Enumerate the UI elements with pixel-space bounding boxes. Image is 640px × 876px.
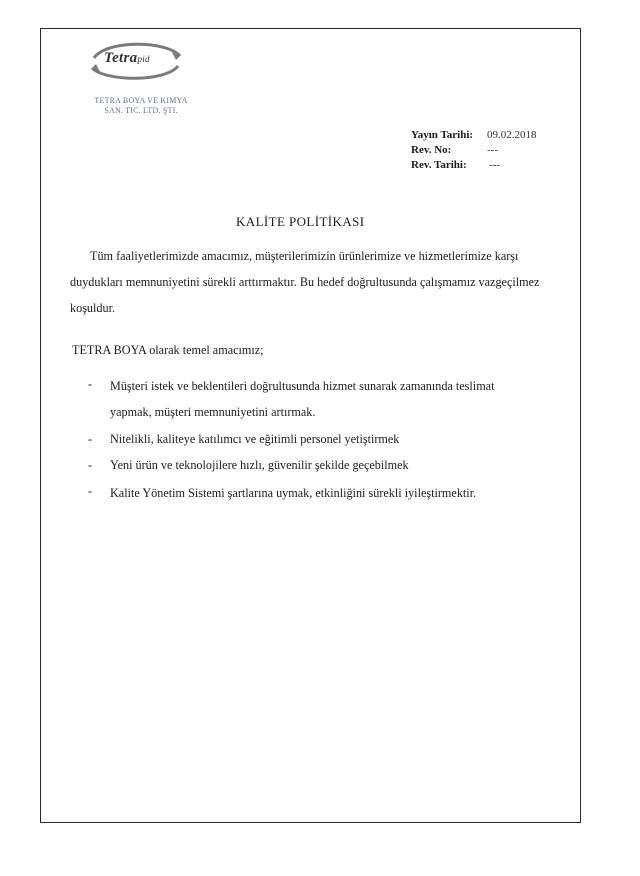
aim-heading: TETRA BOYA olarak temel amacımız; [72, 343, 264, 357]
list-item-text: Yeni ürün ve teknolojilere hızlı, güvenilir şekilde geçebilmek [110, 458, 409, 472]
list-item-text: Müşteri istek ve beklentileri doğrultusunda hizmet sunarak zamanında teslimat yapmak, müşteri memnuniyetini artırmak. [110, 379, 495, 419]
intro-paragraph: Tüm faaliyetlerimizde amacımız, müşterilerimizin ürünlerimize ve hizmetlerimize karşı duydukları memnuniyetini sürekli arttırmaktır. Bu hedef doğrultusunda çalışmamız vazgeçilmez koşuldur. [70, 249, 540, 315]
rev-date-row [411, 158, 537, 173]
bullet-marker: - [88, 484, 93, 498]
bullet-marker: - [88, 377, 93, 391]
list-item-text: Kalite Yönetim Sistemi şartlarına uymak, etkinliğini sürekli iyileştirmektir. [110, 486, 477, 500]
logo-brand: Tetra [104, 50, 138, 66]
list-item [88, 454, 528, 477]
aims-list [88, 373, 528, 509]
list-item [88, 428, 528, 451]
rev-date-value: --- [489, 159, 500, 171]
company-name [82, 96, 200, 116]
logo-text [104, 50, 150, 67]
list-item [88, 480, 528, 506]
company-line-1: TETRA BOYA VE KIMYA [94, 96, 188, 105]
publish-date-value: 09.02.2018 [487, 129, 537, 141]
rev-no-label: Rev. No: [411, 144, 452, 156]
list-item [88, 373, 528, 425]
bullet-marker: - [88, 458, 93, 472]
document-meta [411, 128, 537, 173]
list-item-text: Nitelikli, kaliteye katılımcı ve eğitimli personel yetiştirmek [110, 432, 400, 446]
rev-no-row [411, 143, 537, 158]
bullet-marker: - [88, 432, 93, 446]
publish-date-label: Yayın Tarihi: [411, 129, 474, 141]
company-line-2: SAN. TIC. LTD. ŞTI. [104, 106, 178, 115]
publish-date-row [411, 128, 537, 143]
rev-no-value: --- [487, 144, 498, 156]
rev-date-label: Rev. Tarihi: [411, 159, 467, 171]
logo-brand-suffix: pid [137, 54, 150, 64]
document-title: KALİTE POLİTİKASI [236, 214, 365, 229]
